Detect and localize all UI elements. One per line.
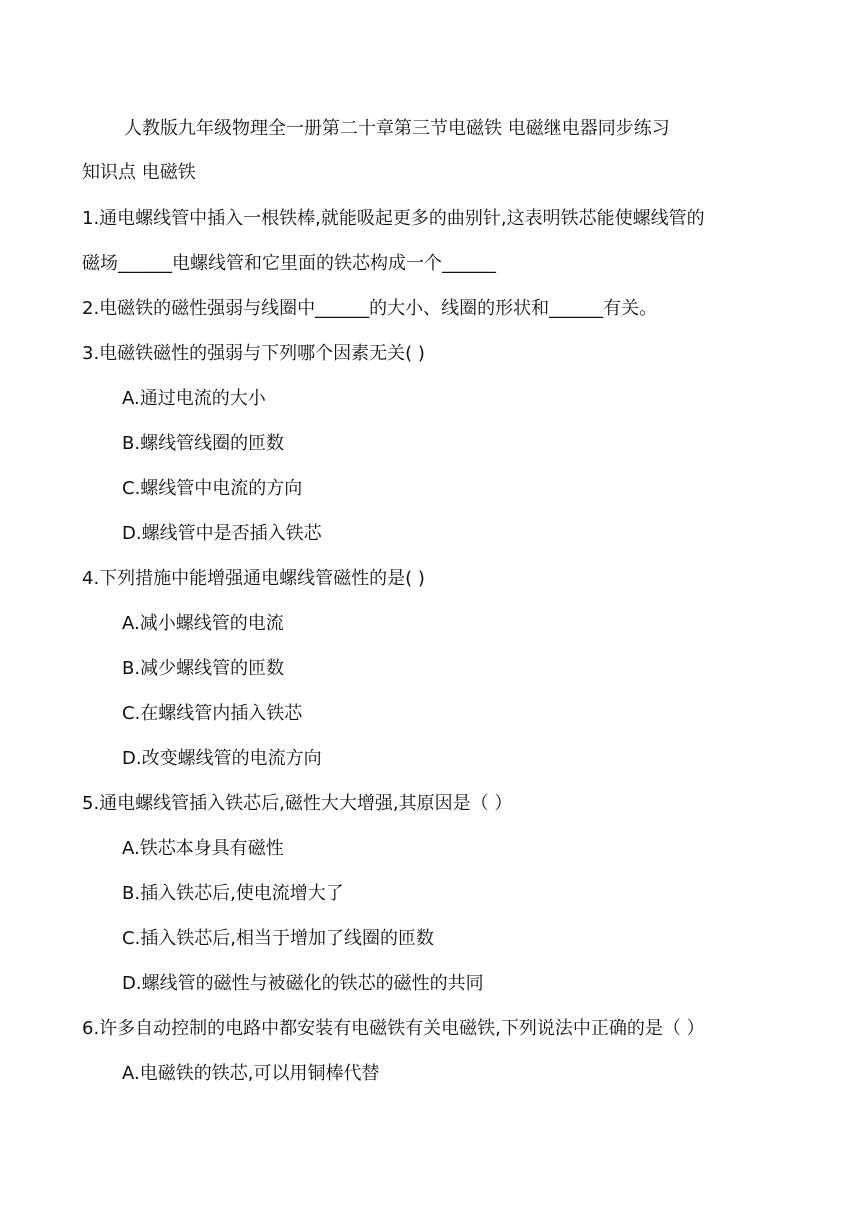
section-label: 知识点 电磁铁 [82,162,196,183]
question-5-option-b: B.插入铁芯后,使电流增大了 [122,883,344,904]
question-3-option-d: D.螺线管中是否插入铁芯 [122,523,322,544]
question-6-option-a: A.电磁铁的铁芯,可以用铜棒代替 [122,1063,380,1084]
question-6-stem: 6.许多自动控制的电路中都安装有电磁铁有关电磁铁,下列说法中正确的是（ ） [82,1018,705,1039]
question-5-option-c: C.插入铁芯后,相当于增加了线圈的匝数 [122,928,435,949]
question-4-option-c: C.在螺线管内插入铁芯 [122,703,303,724]
question-3-option-b: B.螺线管线圈的匝数 [122,433,285,454]
question-3-option-a: A.通过电流的大小 [122,388,266,409]
question-4-stem: 4.下列措施中能增强通电螺线管磁性的是( ) [82,568,425,589]
question-3-option-c: C.螺线管中电流的方向 [122,478,303,499]
question-5-option-d: D.螺线管的磁性与被磁化的铁芯的磁性的共同 [122,973,484,994]
question-5-option-a: A.铁芯本身具有磁性 [122,838,284,859]
question-2: 2.电磁铁的磁性强弱与线圈中______的大小、线圈的形状和______有关。 [82,298,658,319]
question-4-option-d: D.改变螺线管的电流方向 [122,748,322,769]
question-5-stem: 5.通电螺线管插入铁芯后,磁性大大增强,其原因是（ ） [82,793,513,814]
question-4-option-a: A.减小螺线管的电流 [122,613,284,634]
question-1-line-1: 1.通电螺线管中插入一根铁棒,就能吸起更多的曲别针,这表明铁芯能使螺线管的 [82,208,705,229]
document-title: 人教版九年级物理全一册第二十章第三节电磁铁 电磁继电器同步练习 [124,118,670,139]
question-4-option-b: B.减少螺线管的匝数 [122,658,285,679]
question-1-line-2: 磁场______电螺线管和它里面的铁芯构成一个______ [82,253,496,274]
question-3-stem: 3.电磁铁磁性的强弱与下列哪个因素无关( ) [82,343,425,364]
